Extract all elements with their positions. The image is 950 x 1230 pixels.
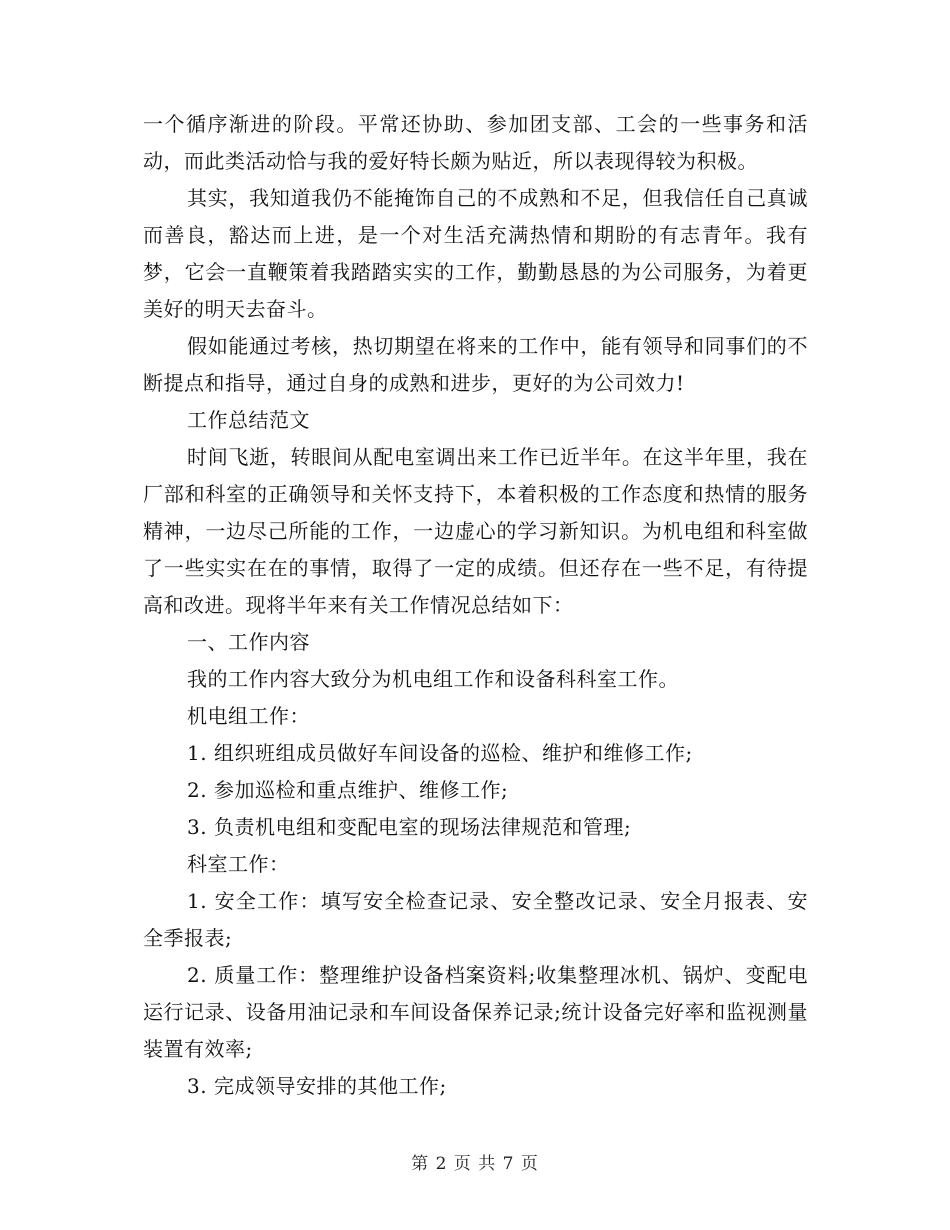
subheading-office: 科室工作：: [187, 852, 290, 876]
list-item: 2. 质量工作：整理维护设备档案资料;收集整理冰机、锅炉、变配电运行记录、设备用油记录和车间设备保养记录;统计设备完好率和监视测量装置有效率;: [143, 963, 808, 1061]
paragraph-continuation: 一个循序渐进的阶段。平常还协助、参加团支部、工会的一些事务和活动，而此类活动恰与我的爱好特长颇为贴近，所以表现得较为积极。: [143, 112, 808, 173]
footer-prefix: 第: [411, 1154, 430, 1174]
heading-work-content: 一、工作内容: [187, 630, 310, 654]
document-body: [143, 106, 808, 1105]
paragraph-intro: 时间飞逝，转眼间从配电室调出来工作已近半年。在这半年里，我在厂部和科室的正确领导和关怀支持下，本着积极的工作态度和热情的服务精神，一边尽己所能的工作，一边虚心的学习新知识。为机电组和科室做了一些实实在在的事情，取得了一定的成绩。但还存在一些不足，有待提高和改进。现将半年来有关工作情况总结如下：: [143, 445, 808, 617]
footer-suffix: 页: [520, 1154, 539, 1174]
page-total: 7: [502, 1154, 515, 1174]
list-item: 3. 完成领导安排的其他工作;: [187, 1074, 447, 1098]
list-item: 1. 组织班组成员做好车间设备的巡检、维护和维修工作;: [187, 741, 693, 765]
list-item: 1. 安全工作：填写安全检查记录、安全整改记录、安全月报表、安全季报表;: [143, 889, 808, 950]
list-item: 2. 参加巡检和重点维护、维修工作;: [187, 778, 509, 802]
list-item: 3. 负责机电组和变配电室的现场法律规范和管理;: [187, 815, 632, 839]
paragraph-expectation: 假如能通过考核，热切期望在将来的工作中，能有领导和同事们的不断提点和指导，通过自身的成熟和进步，更好的为公司效力!: [143, 334, 808, 395]
page-number: 2: [435, 1154, 448, 1174]
section-title: 工作总结范文: [187, 408, 310, 432]
paragraph-self-assessment: 其实，我知道我仍不能掩饰自己的不成熟和不足，但我信任自己真诚而善良，豁达而上进，是一个对生活充满热情和期盼的有志青年。我有梦，它会一直鞭策着我踏踏实实的工作，勤勤恳恳的为公司服务，为着更美好的明天去奋斗。: [143, 186, 808, 321]
page-footer: [0, 1153, 950, 1175]
paragraph-work-scope: 我的工作内容大致分为机电组工作和设备科科室工作。: [187, 667, 679, 691]
footer-middle: 页 共: [453, 1154, 497, 1174]
subheading-electromechanical: 机电组工作：: [187, 704, 310, 728]
